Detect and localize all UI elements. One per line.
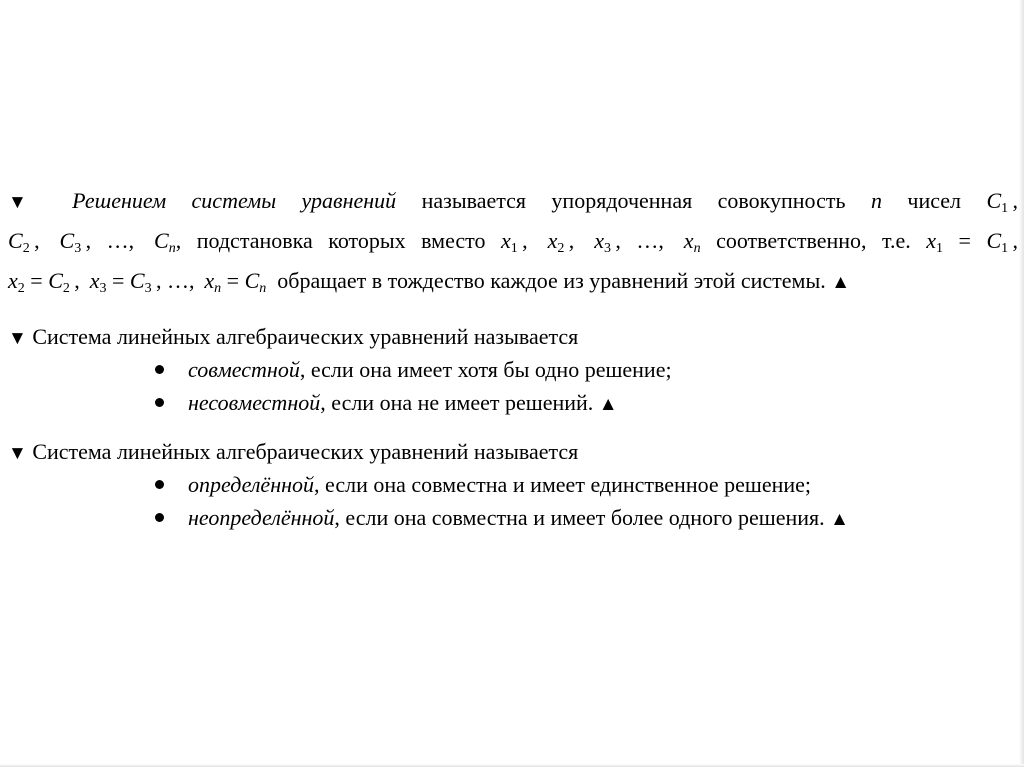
- def3-lead-line: [8, 437, 578, 469]
- def2-lead: Система линейных алгебраических уравнений называется: [32, 324, 579, 349]
- up-triangle-icon: ▲: [830, 509, 849, 530]
- down-triangle-icon: ▼: [8, 443, 27, 464]
- formula-x-list: $x_1$ , $x_2$ , $x_3$ , …, $x_n$: [501, 228, 701, 256]
- def1-text1: называется упорядоченная совокупность: [421, 188, 846, 213]
- down-triangle-icon: ▼: [8, 328, 27, 349]
- def1-term: Решением системы уравнений: [72, 188, 397, 213]
- bullet-icon: [155, 513, 164, 522]
- up-triangle-icon: ▲: [831, 272, 851, 293]
- formula-c-list: $C_2$ , $C_3$ , …, $C_n$: [8, 228, 176, 256]
- slide-edge-shadow: [1019, 0, 1024, 767]
- list-item: [155, 470, 811, 500]
- formula-x-eq-c-list: $x_2 = C_2$ , $x_3 = C_3$ , …, $x_n = C_n$: [8, 268, 267, 296]
- def1-line3-text: обращает в тождество каждое из уравнений этой системы.: [277, 268, 826, 293]
- bullet-icon: [155, 365, 164, 374]
- def1-text2: чисел: [907, 188, 962, 213]
- list-item: [155, 503, 849, 535]
- def3-item1-text: , если она совместна и имеет единственное решение;: [314, 472, 812, 497]
- list-item: [155, 355, 672, 385]
- def2-item2-text: , если она не имеет решений.: [320, 390, 594, 415]
- def1-line2: [8, 226, 1018, 256]
- down-triangle-icon: ▼: [8, 192, 47, 213]
- def2-item1-text: , если она имеет хотя бы одно решение;: [299, 357, 672, 382]
- formula-x1-eq-c1: $x_1 = C_1$ ,: [926, 228, 1019, 256]
- bullet-icon: [155, 398, 164, 407]
- def1-n: n: [870, 188, 882, 213]
- def2-lead-line: [8, 322, 578, 354]
- formula-c1: $C_1$ ,: [986, 188, 1019, 216]
- def1-line2-tail: соответственно, т.е.: [716, 228, 911, 253]
- def3-item1-term: определённой: [188, 472, 315, 497]
- bullet-icon: [155, 480, 164, 489]
- up-triangle-icon: ▲: [598, 394, 618, 415]
- def2-item1-term: совместной: [188, 357, 300, 382]
- def3-lead: Система линейных алгебраических уравнений называется: [32, 439, 579, 464]
- def1-line1: [8, 186, 1018, 218]
- def2-item2-term: несовместной: [188, 390, 321, 415]
- def1-line3: [8, 266, 850, 298]
- def3-item2-term: неопределённой: [188, 505, 335, 530]
- list-item: [155, 388, 618, 420]
- def3-item2-text: , если она совместна и имеет более одного решения.: [334, 505, 825, 530]
- def1-line2-text: , подстановка которых вместо: [175, 228, 486, 253]
